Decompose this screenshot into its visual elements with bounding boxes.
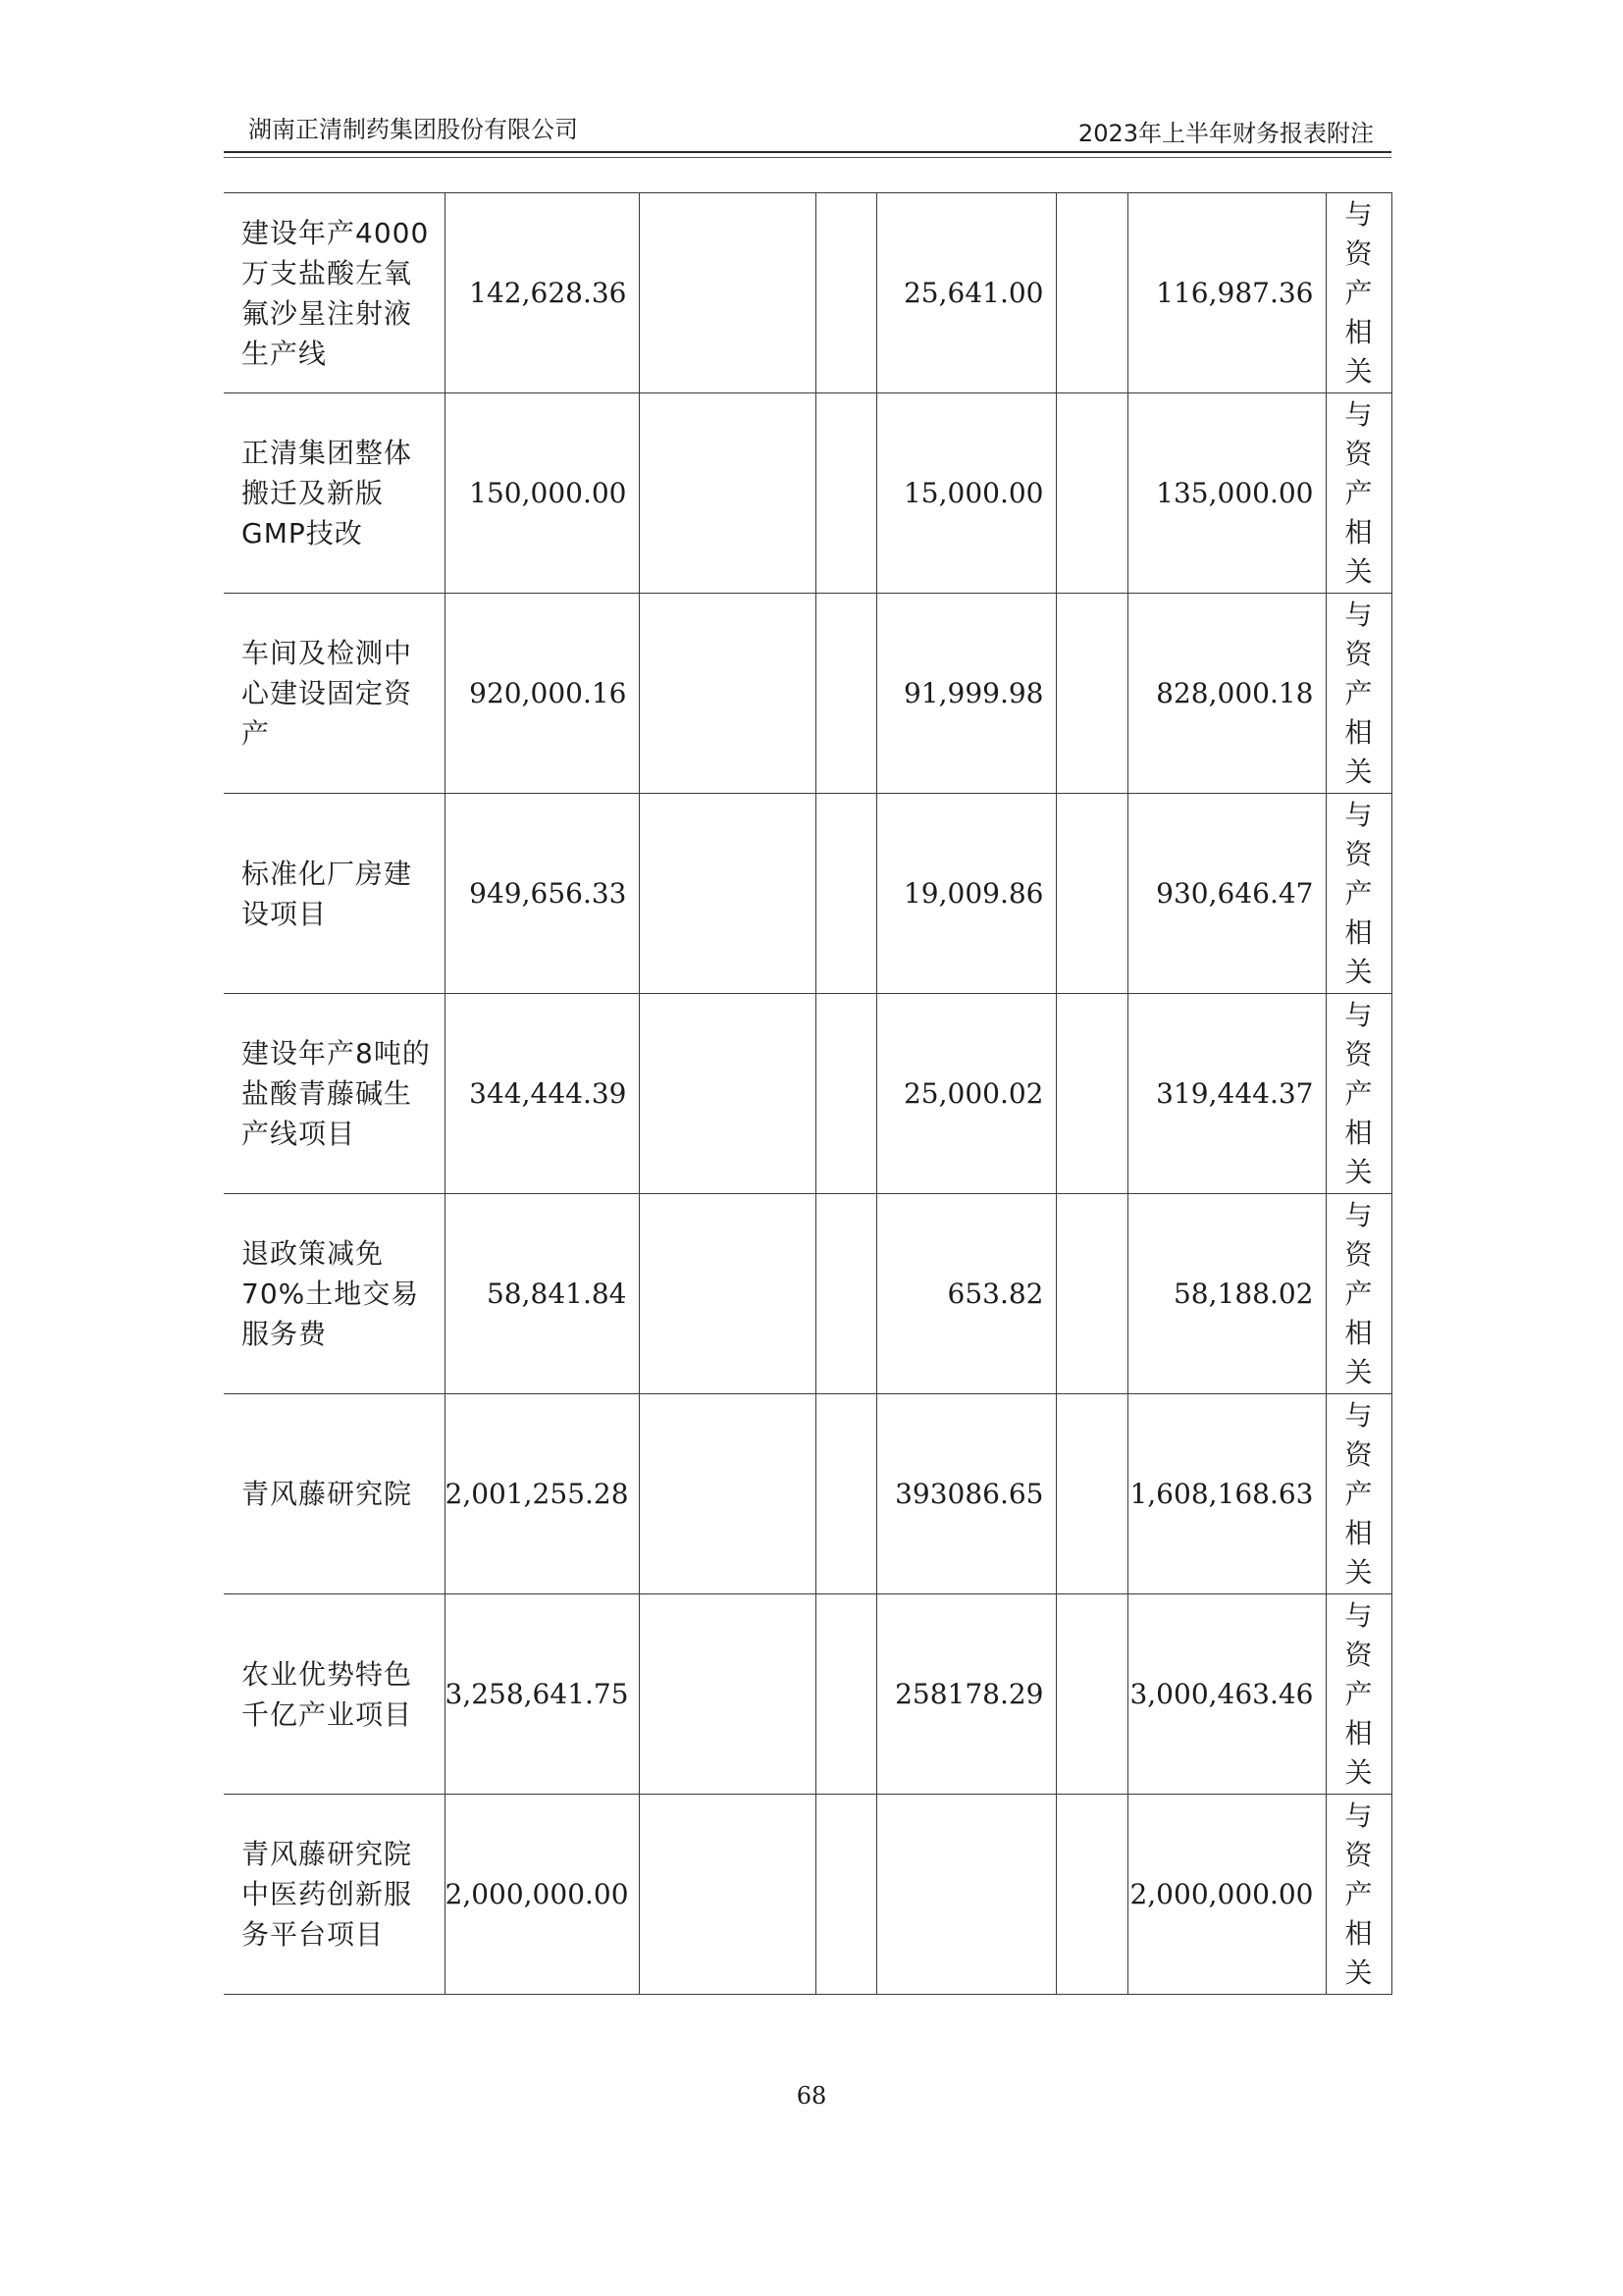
recognized-amount-cell: 25,641.00 (876, 193, 1056, 393)
closing-balance-cell: 116,987.36 (1127, 193, 1326, 393)
table-row (224, 994, 1391, 1194)
asset-related-note: 与 资 产 相 关 (1344, 1398, 1373, 1589)
asset-related-note: 与 资 产 相 关 (1344, 798, 1373, 988)
blank-cell (815, 994, 876, 1194)
recognized-amount-cell: 19,009.86 (876, 794, 1056, 994)
closing-balance-cell: 135,000.00 (1127, 393, 1326, 594)
recognized-amount-cell: 258178.29 (876, 1594, 1056, 1795)
new-grant-cell (639, 1594, 815, 1795)
new-grant-cell (639, 193, 815, 393)
company-name: 湖南正清制药集团股份有限公司 (248, 116, 578, 143)
closing-balance-cell: 3,000,463.46 (1127, 1594, 1326, 1795)
asset-related-note: 与 资 产 相 关 (1344, 197, 1373, 388)
new-grant-cell (639, 1394, 815, 1594)
opening-balance-cell: 58,841.84 (445, 1194, 639, 1394)
recognized-amount-cell: 15,000.00 (876, 393, 1056, 594)
new-grant-cell (639, 594, 815, 794)
other-change-cell (1056, 594, 1127, 794)
asset-related-note-cell (1326, 794, 1391, 994)
opening-balance-cell: 949,656.33 (445, 794, 639, 994)
blank-cell (815, 393, 876, 594)
blank-cell (815, 1795, 876, 1995)
table-row (224, 794, 1391, 994)
blank-cell (815, 1394, 876, 1594)
table-row (224, 1194, 1391, 1394)
project-name-cell: 建设年产4000万支盐酸左氧氟沙星注射液生产线 (224, 193, 445, 393)
new-grant-cell (639, 994, 815, 1194)
table-row (224, 193, 1391, 393)
closing-balance-cell: 930,646.47 (1127, 794, 1326, 994)
project-name-cell: 农业优势特色千亿产业项目 (224, 1594, 445, 1795)
new-grant-cell (639, 393, 815, 594)
header-rule (224, 151, 1391, 153)
report-title: 2023年上半年财务报表附注 (1077, 120, 1374, 147)
recognized-amount-cell: 25,000.02 (876, 994, 1056, 1194)
blank-cell (815, 1194, 876, 1394)
asset-related-note-cell (1326, 1594, 1391, 1795)
header-rule-secondary (224, 157, 1391, 158)
other-change-cell (1056, 193, 1127, 393)
asset-related-note-cell (1326, 1394, 1391, 1594)
asset-related-note: 与 资 产 相 关 (1344, 397, 1373, 588)
other-change-cell (1056, 994, 1127, 1194)
asset-related-note-cell (1326, 193, 1391, 393)
opening-balance-cell: 2,000,000.00 (445, 1795, 639, 1995)
asset-related-note-cell (1326, 994, 1391, 1194)
project-name-cell: 正清集团整体搬迁及新版GMP技改 (224, 393, 445, 594)
blank-cell (815, 594, 876, 794)
table-row (224, 594, 1391, 794)
other-change-cell (1056, 393, 1127, 594)
recognized-amount-cell: 91,999.98 (876, 594, 1056, 794)
new-grant-cell (639, 1795, 815, 1995)
other-change-cell (1056, 1594, 1127, 1795)
asset-related-note-cell (1326, 1194, 1391, 1394)
closing-balance-cell: 1,608,168.63 (1127, 1394, 1326, 1594)
table-row (224, 1594, 1391, 1795)
opening-balance-cell: 142,628.36 (445, 193, 639, 393)
project-name-cell: 青风藤研究院 (224, 1394, 445, 1594)
project-name-cell: 建设年产8吨的盐酸青藤碱生产线项目 (224, 994, 445, 1194)
asset-related-note-cell (1326, 393, 1391, 594)
government-grants-table (224, 192, 1392, 1995)
page-number: 68 (796, 2082, 827, 2110)
asset-related-note: 与 资 产 相 关 (1344, 1799, 1373, 1989)
asset-related-note-cell (1326, 1795, 1391, 1995)
asset-related-note: 与 资 产 相 关 (1344, 1198, 1373, 1388)
table-row (224, 1795, 1391, 1995)
other-change-cell (1056, 1795, 1127, 1995)
new-grant-cell (639, 794, 815, 994)
opening-balance-cell: 3,258,641.75 (445, 1594, 639, 1795)
closing-balance-cell: 828,000.18 (1127, 594, 1326, 794)
recognized-amount-cell: 393086.65 (876, 1394, 1056, 1594)
opening-balance-cell: 2,001,255.28 (445, 1394, 639, 1594)
asset-related-note: 与 资 产 相 关 (1344, 998, 1373, 1188)
table-row (224, 1394, 1391, 1594)
opening-balance-cell: 344,444.39 (445, 994, 639, 1194)
closing-balance-cell: 2,000,000.00 (1127, 1795, 1326, 1995)
recognized-amount-cell (876, 1795, 1056, 1995)
closing-balance-cell: 58,188.02 (1127, 1194, 1326, 1394)
blank-cell (815, 193, 876, 393)
project-name-cell: 标准化厂房建设项目 (224, 794, 445, 994)
asset-related-note: 与 资 产 相 关 (1344, 598, 1373, 788)
other-change-cell (1056, 1394, 1127, 1594)
project-name-cell: 车间及检测中心建设固定资产 (224, 594, 445, 794)
project-name-cell: 青风藤研究院中医药创新服务平台项目 (224, 1795, 445, 1995)
asset-related-note: 与 资 产 相 关 (1344, 1598, 1373, 1789)
other-change-cell (1056, 794, 1127, 994)
new-grant-cell (639, 1194, 815, 1394)
blank-cell (815, 794, 876, 994)
other-change-cell (1056, 1194, 1127, 1394)
recognized-amount-cell: 653.82 (876, 1194, 1056, 1394)
opening-balance-cell: 150,000.00 (445, 393, 639, 594)
table-row (224, 393, 1391, 594)
asset-related-note-cell (1326, 594, 1391, 794)
closing-balance-cell: 319,444.37 (1127, 994, 1326, 1194)
opening-balance-cell: 920,000.16 (445, 594, 639, 794)
blank-cell (815, 1594, 876, 1795)
project-name-cell: 退政策减免70%土地交易服务费 (224, 1194, 445, 1394)
